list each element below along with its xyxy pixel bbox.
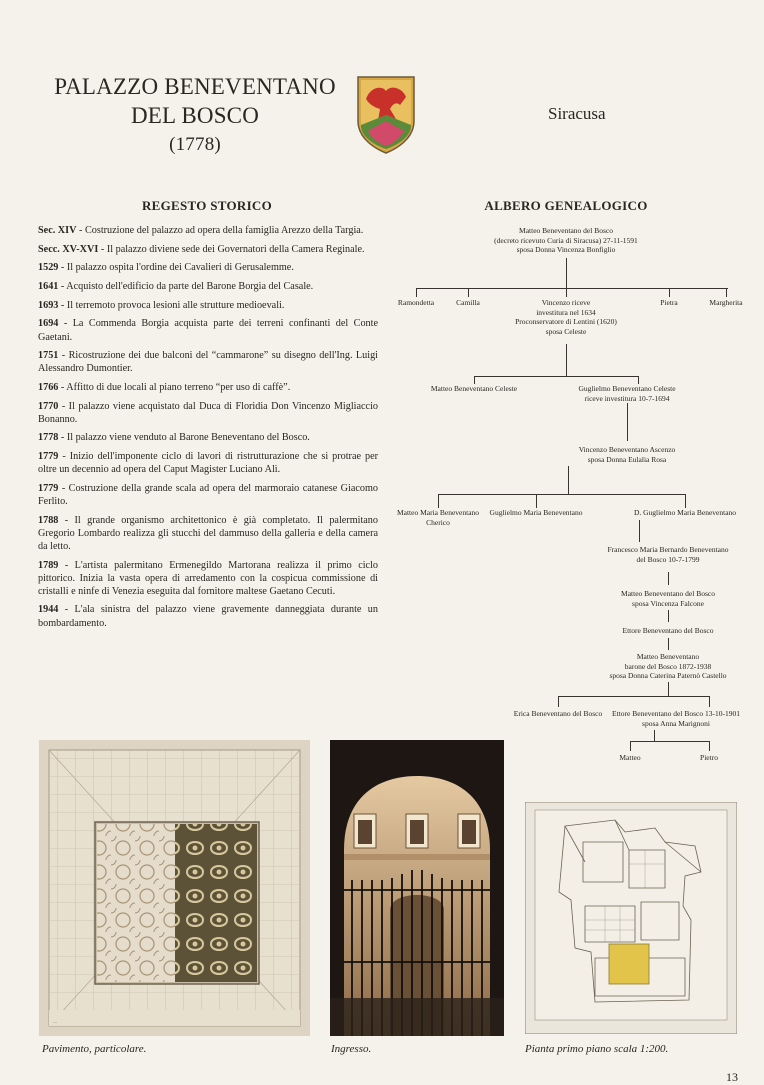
tree-line xyxy=(474,376,638,377)
floor-plan-drawing xyxy=(525,802,737,1034)
tree-node-pietra: Pietra xyxy=(660,298,678,307)
tree-node-guglielmo-maria: Guglielmo Maria Beneventano xyxy=(489,508,583,517)
city-name: Siracusa xyxy=(548,104,606,123)
regesto-entry xyxy=(38,450,378,476)
title-year: (1778) xyxy=(169,134,221,155)
entry-text: - Acquisto dell'edificio da parte del Barone Borgia del Casale. xyxy=(58,281,314,293)
tree-line xyxy=(416,288,728,289)
tree-line xyxy=(726,288,727,297)
entry-text: - Il palazzo viene venduto al Barone Beneventano del Bosco. xyxy=(58,432,310,444)
regesto-entry xyxy=(38,400,378,426)
tree-line xyxy=(468,288,469,297)
node-line: Matteo Beneventano del Bosco xyxy=(621,589,715,598)
tree-line xyxy=(630,741,710,742)
regesto-entry xyxy=(38,431,378,444)
entry-date: 1641 xyxy=(38,281,59,293)
regesto-entry xyxy=(38,381,378,394)
regesto-entry xyxy=(38,482,378,508)
tree-line xyxy=(558,696,559,707)
tree-line xyxy=(566,344,567,376)
node-line: investitura nel 1634 xyxy=(536,307,596,317)
tree-line xyxy=(668,638,669,650)
regesto-entry xyxy=(38,299,378,312)
node-line: Ettore Beneventano del Bosco 13-10-1901 xyxy=(612,709,740,718)
coat-of-arms-icon xyxy=(356,75,416,155)
tree-node-matteo-celeste: Matteo Beneventano Celeste xyxy=(430,384,518,393)
regesto-entry xyxy=(38,317,378,343)
node-line: sposa Anna Marignoni xyxy=(642,718,710,728)
tree-line xyxy=(416,288,417,297)
tree-node-ettore: Ettore Beneventano del Bosco xyxy=(622,626,714,635)
tree-line xyxy=(668,610,669,622)
regesto-entry xyxy=(38,349,378,375)
entry-text: - Il grande organismo architettonico è già completato. Il palermitano Gregorio Lombardo realizza gli stucchi del dammuso della galleria e della camera da letto. xyxy=(38,514,378,552)
page-number: 13 xyxy=(726,1070,738,1084)
caption-pavimento: Pavimento, particolare. xyxy=(42,1043,147,1055)
tree-line xyxy=(438,494,439,508)
regesto-entry xyxy=(38,603,378,629)
entry-date: 1788 xyxy=(38,514,59,526)
entry-date: 1529 xyxy=(38,262,59,274)
entry-text: - Affitto di due locali al piano terreno “per uso di caffè”. xyxy=(58,382,291,393)
node-line: sposa Donna Eulalia Rosa xyxy=(587,454,667,464)
tree-line xyxy=(566,288,567,297)
tree-node-francesco xyxy=(608,545,729,564)
title-line-1: PALAZZO BENEVENTANO xyxy=(54,74,336,99)
tree-line xyxy=(566,258,567,288)
entry-date: 1751 xyxy=(38,350,59,362)
tree-line xyxy=(438,494,686,495)
tree-line xyxy=(654,730,655,741)
node-line: Cherico xyxy=(426,517,450,527)
tree-node-matteo-maria xyxy=(397,508,479,527)
tree-node-d-guglielmo: D. Guglielmo Maria Beneventano xyxy=(633,508,737,517)
tree-node-margherita: Margherita xyxy=(709,298,743,307)
entry-text: - Inizio dell'imponente ciclo di lavori di ristrutturazione che si protrae per oltre un decennio ad opera del Caput Magister Luciano Alì. xyxy=(38,451,378,476)
page-title xyxy=(40,72,350,159)
tree-node-matteo-falcone xyxy=(621,589,715,608)
tree-node-vincenzo xyxy=(515,298,617,336)
caption-pianta: Pianta primo piano scala 1:200. xyxy=(525,1043,669,1055)
entry-date: 1944 xyxy=(38,604,59,616)
node-line: Vincenzo Beneventano Ascenzo xyxy=(578,445,676,454)
tree-node-erica: Erica Beneventano del Bosco xyxy=(513,709,603,718)
node-line: Matteo Maria Beneventano xyxy=(396,508,480,517)
tree-node-vincenzo-ascenzo xyxy=(579,445,676,464)
tree-line xyxy=(685,494,686,508)
tree-line xyxy=(474,376,475,384)
node-line: sposa Donna Vincenza Bonfiglio xyxy=(516,245,616,254)
node-line: Guglielmo Beneventano Celeste xyxy=(578,384,676,393)
entry-date: 1694 xyxy=(38,318,59,330)
family-tree xyxy=(386,220,756,765)
node-line: barone del Bosco 1872-1938 xyxy=(624,661,712,671)
tree-line xyxy=(709,696,710,707)
tree-line xyxy=(638,376,639,384)
tree-node-ramondetta: Ramondetta xyxy=(397,298,435,307)
regesto-list xyxy=(38,224,378,635)
node-line: sposa Celeste xyxy=(545,326,587,336)
tree-node-guglielmo-celeste xyxy=(578,384,675,403)
node-line: sposa Donna Caterina Paternò Castello xyxy=(609,671,727,680)
entry-text: - Ricostruzione dei due balconi del “cammarone” su disegno dell'Ing. Luigi Alessandro Dumontier. xyxy=(38,350,378,375)
entry-text: - Il palazzo diviene sede dei Governatori della Camera Reginale. xyxy=(98,243,365,255)
entry-text: - Il terremoto provoca lesioni alle strutture medioevali. xyxy=(58,299,285,311)
svg-text:—: — xyxy=(53,1019,57,1024)
tree-line xyxy=(630,741,631,751)
node-line: del Bosco 10-7-1799 xyxy=(636,554,700,564)
entry-date: Sec. XIV xyxy=(38,225,77,236)
title-line-2: DEL BOSCO xyxy=(130,103,260,128)
entry-date: 1779 xyxy=(38,482,59,494)
tree-line xyxy=(568,466,569,494)
entry-date: 1789 xyxy=(38,559,59,571)
entry-date: 1693 xyxy=(38,299,59,311)
tree-line xyxy=(627,403,628,441)
tree-line xyxy=(668,682,669,696)
entry-date: 1766 xyxy=(38,382,59,393)
regesto-entry xyxy=(38,243,378,256)
tree-node-matteo: Matteo xyxy=(619,753,641,762)
regesto-heading: REGESTO STORICO xyxy=(141,198,273,213)
node-line: sposa Vincenza Falcone xyxy=(632,598,704,608)
node-line: Matteo Beneventano del Bosco xyxy=(519,226,613,235)
node-line: (decreto ricevuto Curia di Siracusa) 27-11-1591 xyxy=(494,235,638,245)
entry-text: - Costruzione della grande scala ad opera del marmoraio catanese Giacomo Ferlito. xyxy=(38,482,378,508)
regesto-entry xyxy=(38,280,378,293)
node-line: Francesco Maria Bernardo Beneventano xyxy=(607,545,729,554)
node-line: Vincenzo riceve xyxy=(541,298,591,307)
tree-line xyxy=(639,520,640,542)
tree-line xyxy=(709,741,710,751)
regesto-entry xyxy=(38,261,378,274)
tree-line xyxy=(669,288,670,297)
tree-line xyxy=(668,572,669,585)
caption-ingresso: Ingresso. xyxy=(331,1043,372,1055)
entry-text: - La Commenda Borgia acquista parte dei terreni confinanti del Conte Gaetani. xyxy=(38,318,378,343)
regesto-entry xyxy=(38,224,378,237)
regesto-entry xyxy=(38,514,378,553)
tree-node-ettore-1901 xyxy=(612,709,740,728)
tree-node-pietro: Pietro xyxy=(700,753,718,762)
entry-text: - Il palazzo ospita l'ordine dei Cavalieri di Gerusalemme. xyxy=(58,262,294,274)
entry-text: - Il palazzo viene acquistato dal Duca di Floridia Don Vincenzo Migliaccio Bonanno. xyxy=(38,400,378,425)
tree-node-matteo-barone xyxy=(609,652,726,681)
entry-text: - Costruzione del palazzo ad opera della famiglia Arezzo della Targia. xyxy=(76,225,364,236)
floor-pattern-image xyxy=(39,740,310,1036)
tree-node-camilla: Camilla xyxy=(456,298,480,307)
tree-line xyxy=(536,494,537,508)
node-line: riceve investitura 10-7-1694 xyxy=(584,393,670,403)
node-line: Matteo Beneventano xyxy=(636,652,700,661)
entry-date: 1779 xyxy=(38,451,59,463)
entry-date: Secc. XV-XVI xyxy=(38,243,99,255)
entry-date: 1770 xyxy=(38,400,59,412)
entry-text: - L'artista palermitano Ermenegildo Martorana realizza il primo ciclo pittorico. Inizia la vasta opera di arredamento con la cospicua commissione di cristalli e ninfe di Venezia eseguita dal fornitore maltese Gaetano Cecuti. xyxy=(38,559,378,597)
entrance-photo xyxy=(330,740,504,1036)
regesto-entry xyxy=(38,559,378,598)
node-line: Proconservatore di Lentini (1620) xyxy=(515,317,617,326)
entry-date: 1778 xyxy=(38,432,59,444)
tree-line xyxy=(558,696,710,697)
albero-heading: ALBERO GENEALOGICO xyxy=(484,198,648,213)
entry-text: - L'ala sinistra del palazzo viene gravemente danneggiata durante un bombardamento. xyxy=(38,604,378,629)
tree-node-matteo-root xyxy=(494,226,638,255)
